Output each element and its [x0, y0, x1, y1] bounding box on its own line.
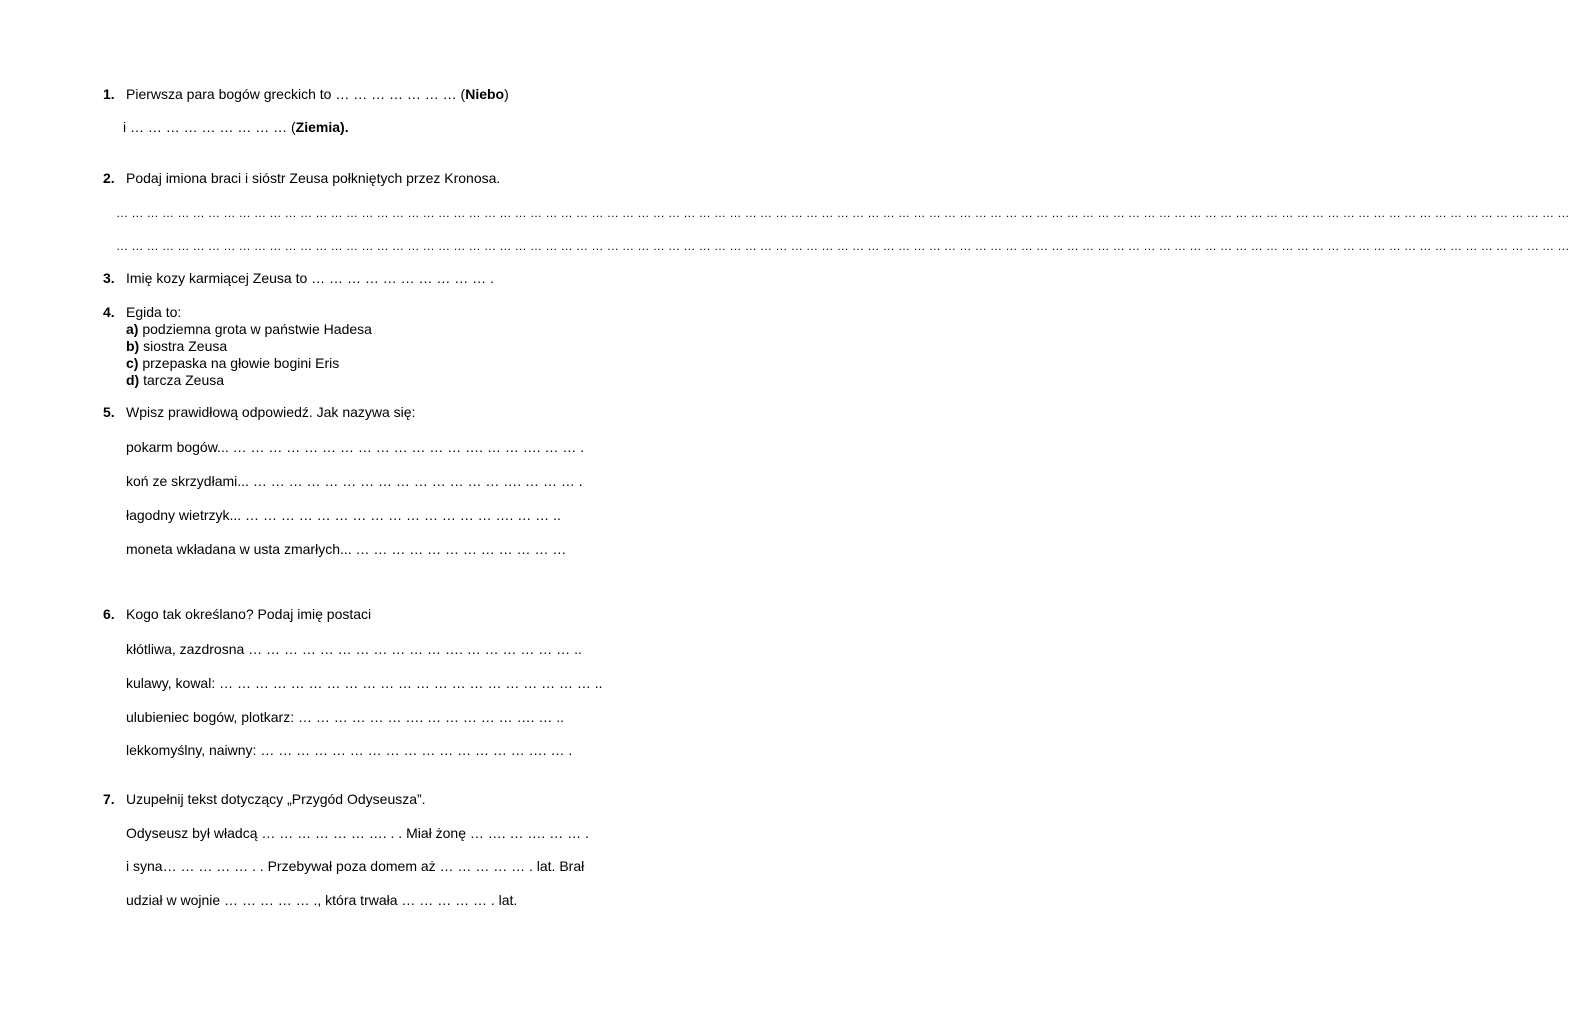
question-5-item-3: łagodny wietrzyk... … … … … … … … … … … … … … … …. … … .. [126, 507, 561, 523]
option-letter: b) [126, 338, 140, 354]
option-letter: c) [126, 355, 139, 371]
question-7-text: Uzupełnij tekst dotyczący „Przygód Odyseusza”. [126, 791, 426, 807]
question-6-item-2: kulawy, kowal: … … … … … … … … … … … … … … … … … … … … … .. [126, 675, 603, 691]
question-1-line-2-before: i … … … … … … … … … ( [123, 119, 296, 135]
question-1-text [126, 86, 509, 103]
question-4-option-b [126, 338, 227, 355]
question-3-number: 3. [103, 270, 115, 286]
question-1-bold-niebo: Niebo [465, 86, 505, 102]
question-1-text-after: ) [504, 86, 509, 102]
question-4-text: Egida to: [126, 304, 182, 320]
question-4-option-d [126, 372, 224, 389]
question-2-answer-dots-1: … … … … … … … … … … … … … … … … … … … … … … … … … … … … … … … … … … … … … … … … … … … … … … … … … … … … … … … … … … … … … … … … … … … … … … … … … … … … … … … … … … … … … … … … … … … … … … … [116, 206, 1569, 220]
question-2-answer-dots-2: … … … … … … … … … … … … … … … … … … … … … … … … … … … … … … … … … … … … … … … … … … … … … … … … … … … … … … … … … … … … … … … … … … … … … … … … … … … … … … … … … … … … … … … … … … … … … … … [116, 239, 1569, 253]
question-3-text: Imię kozy karmiącej Zeusa to … … … … … … … … … … . [126, 270, 494, 286]
question-7-line-3: udział w wojnie … … … … … ., która trwała … … … … … . lat. [126, 892, 518, 908]
question-6-item-4: lekkomyślny, naiwny: … … … … … … … … … … … … … … … …. … . [126, 742, 573, 758]
option-letter: a) [126, 321, 139, 337]
question-2-text: Podaj imiona braci i sióstr Zeusa połkniętych przez Kronosa. [126, 170, 501, 186]
option-text: siostra Zeusa [139, 338, 228, 354]
question-6-item-3: ulubieniec bogów, plotkarz: … … … … … … …. … … … … … …. … .. [126, 709, 565, 725]
option-letter: d) [126, 372, 140, 388]
question-2-number: 2. [103, 170, 115, 186]
question-5-number: 5. [103, 404, 115, 420]
question-6-number: 6. [103, 606, 115, 622]
question-1-bold-ziemia: Ziemia [295, 119, 341, 135]
question-5-item-4: moneta wkładana w usta zmarłych... … … … … … … … … … … … … [126, 541, 567, 557]
question-1-text-before: Pierwsza para bogów greckich to … … … … … … … ( [126, 86, 466, 102]
question-7-line-1: Odyseusz był władcą … … … … … … …. . . Miał żonę … …. … …. … … . [126, 825, 589, 841]
question-1-line-2 [123, 119, 349, 136]
option-text: podziemna grota w państwie Hadesa [138, 321, 372, 337]
question-6-text: Kogo tak określano? Podaj imię postaci [126, 606, 372, 622]
question-4-option-a [126, 321, 372, 338]
question-1-number: 1. [103, 86, 115, 102]
option-text: tarcza Zeusa [139, 372, 225, 388]
question-7-number: 7. [103, 791, 115, 807]
question-1-line-2-after: ). [340, 119, 349, 135]
question-5-item-1: pokarm bogów... … … … … … … … … … … … … … …. … … …. … … . [126, 439, 585, 455]
question-5-item-2: koń ze skrzydłami... … … … … … … … … … … … … … … …. … … … . [126, 473, 583, 489]
question-5-text: Wpisz prawidłową odpowiedź. Jak nazywa się: [126, 404, 416, 420]
question-6-item-1: kłótliwa, zazdrosna … … … … … … … … … … … …. … … … … … … .. [126, 641, 582, 657]
question-4-number: 4. [103, 304, 115, 320]
question-4-option-c [126, 355, 339, 372]
question-7-line-2: i syna… … … … … . . Przebywał poza domem aż … … … … … . lat. Brał [126, 858, 585, 874]
option-text: przepaska na głowie bogini Eris [138, 355, 340, 371]
